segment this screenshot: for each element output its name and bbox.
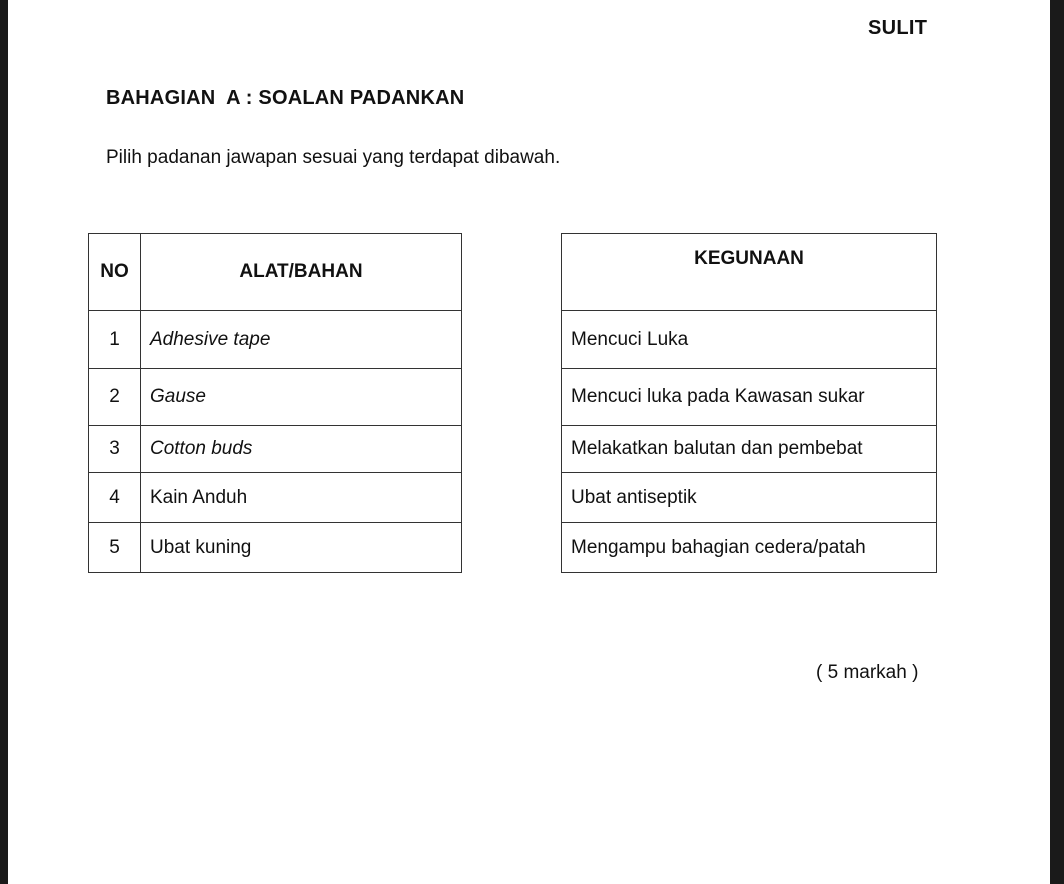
tools-table (88, 233, 462, 573)
usage-text: Mencuci Luka (562, 311, 937, 369)
row-number: 1 (89, 311, 141, 369)
row-number: 5 (89, 523, 141, 573)
tool-name: Gause (140, 369, 461, 426)
row-number: 4 (89, 473, 141, 523)
row-number: 3 (89, 426, 141, 473)
tool-name: Ubat kuning (140, 523, 461, 573)
column-header-item: ALAT/BAHAN (140, 234, 461, 311)
classification-label: SULIT (868, 17, 928, 39)
table-row (562, 426, 937, 473)
table-row (89, 369, 462, 426)
usage-text: Mengampu bahagian cedera/patah (562, 523, 937, 573)
usage-text: Mencuci luka pada Kawasan sukar (562, 369, 937, 426)
table-row (562, 369, 937, 426)
tool-name: Kain Anduh (140, 473, 461, 523)
exam-page (8, 0, 1050, 884)
row-number: 2 (89, 369, 141, 426)
table-row (89, 426, 462, 473)
tool-name: Adhesive tape (140, 311, 461, 369)
section-title: BAHAGIAN A : SOALAN PADANKAN (106, 87, 465, 109)
marks-label: ( 5 markah ) (816, 662, 919, 683)
table-row (562, 473, 937, 523)
column-header-usage: KEGUNAAN (562, 234, 937, 311)
table-row (89, 523, 462, 573)
column-header-no: NO (89, 234, 141, 311)
page-edge (1050, 0, 1064, 884)
tool-name: Cotton buds (140, 426, 461, 473)
instruction-text: Pilih padanan jawapan sesuai yang terdapat dibawah. (106, 147, 561, 168)
table-header-row (89, 234, 462, 311)
table-row (562, 311, 937, 369)
table-row (89, 473, 462, 523)
usage-text: Ubat antiseptik (562, 473, 937, 523)
table-row (562, 523, 937, 573)
table-row (89, 311, 462, 369)
usage-table (561, 233, 937, 573)
usage-text: Melakatkan balutan dan pembebat (562, 426, 937, 473)
table-header-row (562, 234, 937, 311)
